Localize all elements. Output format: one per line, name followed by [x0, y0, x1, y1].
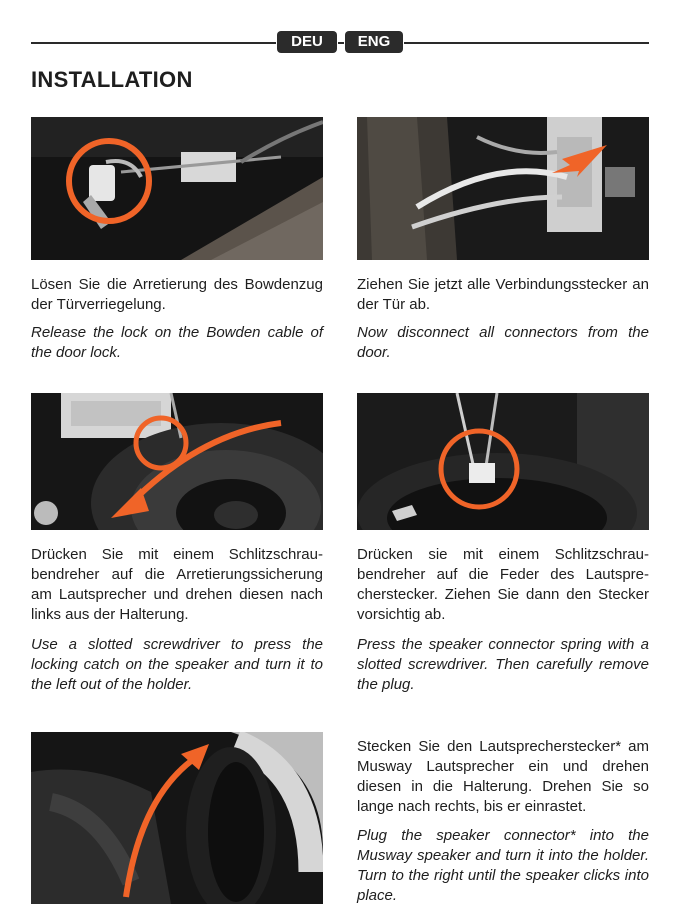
lang-badge-deu: DEU [277, 31, 337, 53]
page-title: INSTALLATION [31, 67, 193, 92]
step-5-text-de: Stecken Sie den Lautsprecherstecker* am Musway Lautsprecher ein und drehen diesen in die Halterung. Drehen Sie so lange nach rechts, bis er einrastet. [357, 738, 649, 815]
step-3-text-de: Drücken Sie mit einem Schlitzschraubendreher auf die Arretierungssicherung am Lautsprecher und drehen diesen nach links aus der Halterung. [31, 546, 323, 623]
lang-badge-eng: ENG [345, 31, 403, 53]
photo-door-connectors-graphic [357, 117, 649, 260]
step-4-text-de: Drücken sie mit einem Schlitzschraubendreher auf die Feder des Lautsprecherstecker. Ziehen Sie dann den Stecker vorsichtig ab. [357, 546, 649, 623]
photo-install-speaker-graphic [31, 732, 323, 904]
step-4-text-en: Press the speaker connector spring with a slotted screwdriver. Then carefully remove the plug. [357, 636, 649, 693]
photo-bowden-cable-lock-graphic [31, 117, 323, 260]
step-1-text-en: Release the lock on the Bowden cable of the door lock. [31, 324, 323, 361]
step-2-text-en: Now disconnect all connectors from the door. [357, 324, 649, 361]
header-rule-left [31, 42, 276, 44]
step-3-text-en: Use a slotted screwdriver to press the locking catch on the speaker and turn it to the left out of the holder. [31, 636, 323, 693]
step-1-text-de: Lösen Sie die Arretierung des Bowdenzug der Türverriegelung. [31, 276, 323, 313]
photo-door-connectors [357, 117, 649, 260]
step-2-text-de: Ziehen Sie jetzt alle Verbindungsstecker an der Tür ab. [357, 276, 649, 313]
photo-connector-spring-graphic [357, 393, 649, 530]
photo-connector-spring [357, 393, 649, 530]
header-rule-middle [338, 42, 344, 44]
step-5-text-en: Plug the speaker connector* into the Musway speaker and turn it into the holder. Turn to the right until the speaker clicks into place. [357, 827, 649, 904]
photo-speaker-removal-graphic [31, 393, 323, 530]
photo-bowden-cable-lock [31, 117, 323, 260]
header-rule-right [404, 42, 649, 44]
photo-speaker-removal [31, 393, 323, 530]
photo-install-speaker [31, 732, 323, 904]
